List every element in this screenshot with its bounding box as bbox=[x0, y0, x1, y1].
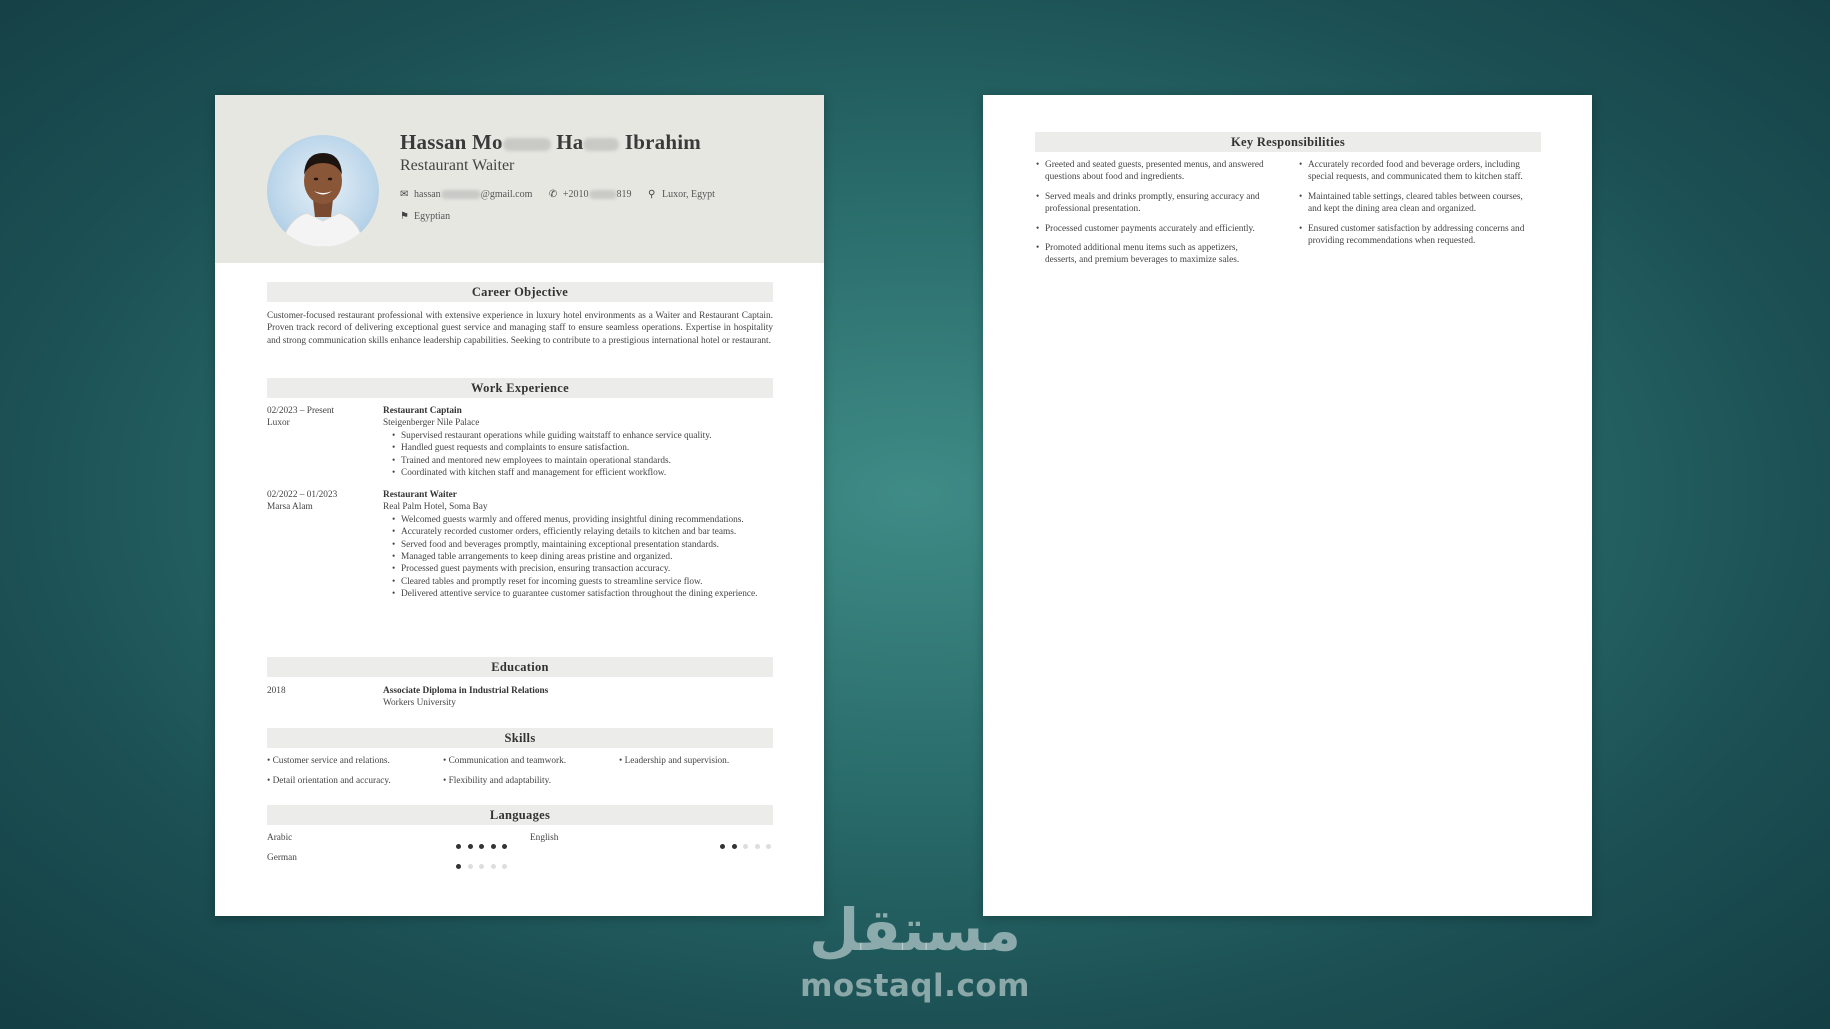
section-key-responsibilities: Key Responsibilities bbox=[1035, 132, 1541, 152]
list-item: • Served meals and drinks promptly, ensuring accuracy and professional presentation. bbox=[1045, 191, 1267, 216]
responsibilities-column-left bbox=[1035, 159, 1267, 274]
location-pin-icon: ⚲ bbox=[648, 189, 656, 200]
profile-photo bbox=[267, 135, 379, 247]
section-languages: Languages bbox=[267, 805, 773, 825]
job-dates: 02/2022 – 01/2023 bbox=[267, 490, 338, 500]
nationality-text: Egyptian bbox=[414, 211, 451, 222]
redaction-blur bbox=[583, 138, 619, 151]
name-part-1: Hassan Mo bbox=[400, 130, 503, 154]
section-work-experience: Work Experience bbox=[267, 378, 773, 398]
job-dates: 02/2023 – Present bbox=[267, 406, 335, 416]
job-location: Marsa Alam bbox=[267, 502, 313, 513]
list-item: • Accurately recorded customer orders, efficiently relaying details to kitchen and bar teams. bbox=[401, 526, 773, 538]
mail-icon: ✉ bbox=[400, 189, 409, 200]
flag-icon: ⚑ bbox=[400, 211, 409, 222]
name-part-3: Ibrahim bbox=[624, 130, 701, 154]
proficiency-dot bbox=[456, 844, 461, 849]
job-company: Real Palm Hotel, Soma Bay bbox=[383, 502, 488, 513]
education-details bbox=[383, 685, 773, 710]
skill-item: • Flexibility and adaptability. bbox=[443, 776, 552, 786]
education-school: Workers University bbox=[383, 698, 456, 709]
section-career-objective: Career Objective bbox=[267, 282, 773, 302]
list-item: • Supervised restaurant operations while guiding waitstaff to enhance service quality. bbox=[401, 430, 773, 442]
list-item: • Accurately recorded food and beverage orders, including special requests, and communicated them to kitchen staff. bbox=[1308, 159, 1530, 184]
job-details bbox=[383, 405, 773, 479]
phone-icon: ✆ bbox=[548, 189, 558, 200]
resume-page-2 bbox=[983, 95, 1592, 916]
location-item bbox=[648, 189, 715, 200]
language-level bbox=[720, 836, 778, 854]
list-item: • Processed guest payments with precision, ensuring transaction accuracy. bbox=[401, 563, 773, 575]
list-item: • Processed customer payments accurately and efficiently. bbox=[1045, 223, 1267, 235]
job-position: Restaurant Captain bbox=[383, 406, 462, 416]
proficiency-dot bbox=[743, 844, 748, 849]
list-item: • Welcomed guests warmly and offered menus, providing insightful dining recommendations. bbox=[401, 514, 773, 526]
skill-text: Customer service and relations. bbox=[272, 756, 390, 766]
skill-item: • Communication and teamwork. bbox=[443, 756, 567, 766]
responsibilities-column-right bbox=[1298, 159, 1530, 254]
watermark-logo-arabic: مستقل bbox=[808, 896, 1022, 964]
name-part-2: Ha bbox=[556, 130, 584, 154]
job-location: Luxor bbox=[267, 418, 290, 429]
redaction-blur bbox=[441, 190, 481, 199]
proficiency-dot bbox=[468, 844, 473, 849]
job-meta bbox=[267, 489, 377, 514]
language-name: German bbox=[267, 853, 297, 863]
phone-item bbox=[549, 189, 632, 200]
list-item: • Coordinated with kitchen staff and management for efficient workflow. bbox=[401, 467, 773, 479]
language-name: English bbox=[530, 833, 559, 843]
nationality-row bbox=[400, 211, 450, 222]
education-degree: Associate Diploma in Industrial Relations bbox=[383, 686, 549, 696]
proficiency-dot bbox=[491, 844, 496, 849]
proficiency-dot bbox=[456, 864, 461, 869]
list-item: • Greeted and seated guests, presented menus, and answered questions about food and ingredients. bbox=[1045, 159, 1267, 184]
watermark-logo-latin: mostaql.com bbox=[800, 968, 1030, 1004]
job-bullets bbox=[383, 430, 773, 480]
email-end: @gmail.com bbox=[480, 189, 533, 200]
list-item: • Cleared tables and promptly reset for incoming guests to streamline service flow. bbox=[401, 576, 773, 588]
job-bullets bbox=[383, 514, 773, 601]
proficiency-dot bbox=[766, 844, 771, 849]
skill-text: Flexibility and adaptability. bbox=[448, 776, 552, 786]
proficiency-dot bbox=[468, 864, 473, 869]
list-item: • Served food and beverages promptly, maintaining exceptional presentation standards. bbox=[401, 539, 773, 551]
skill-text: Communication and teamwork. bbox=[448, 756, 567, 766]
section-education: Education bbox=[267, 657, 773, 677]
job-title: Restaurant Waiter bbox=[400, 157, 515, 174]
skill-text: Detail orientation and accuracy. bbox=[272, 776, 391, 786]
proficiency-dot bbox=[732, 844, 737, 849]
proficiency-dot bbox=[479, 844, 484, 849]
list-item: • Maintained table settings, cleared tables between courses, and kept the dining area clean and organized. bbox=[1308, 191, 1530, 216]
email-start: hassan bbox=[414, 189, 441, 200]
list-item: • Handled guest requests and complaints to ensure satisfaction. bbox=[401, 442, 773, 454]
resume-header bbox=[215, 95, 824, 263]
proficiency-dot bbox=[491, 864, 496, 869]
job-details bbox=[383, 489, 773, 601]
language-level bbox=[456, 836, 514, 854]
skill-text: Leadership and supervision. bbox=[624, 756, 730, 766]
proficiency-dot bbox=[502, 844, 507, 849]
proficiency-dot bbox=[720, 844, 725, 849]
proficiency-dot bbox=[755, 844, 760, 849]
candidate-name bbox=[400, 130, 701, 155]
list-item: • Managed table arrangements to keep dining areas pristine and organized. bbox=[401, 551, 773, 563]
education-year: 2018 bbox=[267, 686, 286, 696]
redaction-blur bbox=[503, 138, 551, 151]
language-level bbox=[456, 856, 514, 874]
skill-item: • Customer service and relations. bbox=[267, 756, 390, 766]
phone-start: +2010 bbox=[562, 189, 589, 200]
proficiency-dot bbox=[502, 864, 507, 869]
language-name: Arabic bbox=[267, 833, 293, 843]
career-objective-text: Customer-focused restaurant professional with extensive experience in luxury hotel environments as a Waiter and Restaurant Captain. Proven track record of delivering exceptional guest service and managing staff to ensure seamless operations. Expertise in hospitality and strong communication skills enhance leadership capabilities. Seeking to contribute to a prestigious international hotel or restaurant. bbox=[267, 311, 773, 346]
job-position: Restaurant Waiter bbox=[383, 490, 457, 500]
list-item: • Ensured customer satisfaction by addressing concerns and providing recommendations when requested. bbox=[1308, 223, 1530, 248]
proficiency-dot bbox=[479, 864, 484, 869]
section-skills: Skills bbox=[267, 728, 773, 748]
list-item: • Trained and mentored new employees to maintain operational standards. bbox=[401, 455, 773, 467]
job-meta bbox=[267, 405, 377, 430]
location-text: Luxor, Egypt bbox=[662, 189, 715, 200]
phone-end: 819 bbox=[616, 189, 632, 200]
job-company: Steigenberger Nile Palace bbox=[383, 418, 480, 429]
email-item bbox=[400, 189, 532, 200]
resume-page-1 bbox=[215, 95, 824, 916]
skill-item: • Detail orientation and accuracy. bbox=[267, 776, 391, 786]
list-item: • Delivered attentive service to guarantee customer satisfaction throughout the dining experience. bbox=[401, 588, 773, 600]
list-item: • Promoted additional menu items such as appetizers, desserts, and premium beverages to maximize sales. bbox=[1045, 242, 1267, 267]
skill-item: • Leadership and supervision. bbox=[619, 756, 730, 766]
contact-row bbox=[400, 189, 729, 200]
redaction-blur bbox=[589, 190, 617, 199]
